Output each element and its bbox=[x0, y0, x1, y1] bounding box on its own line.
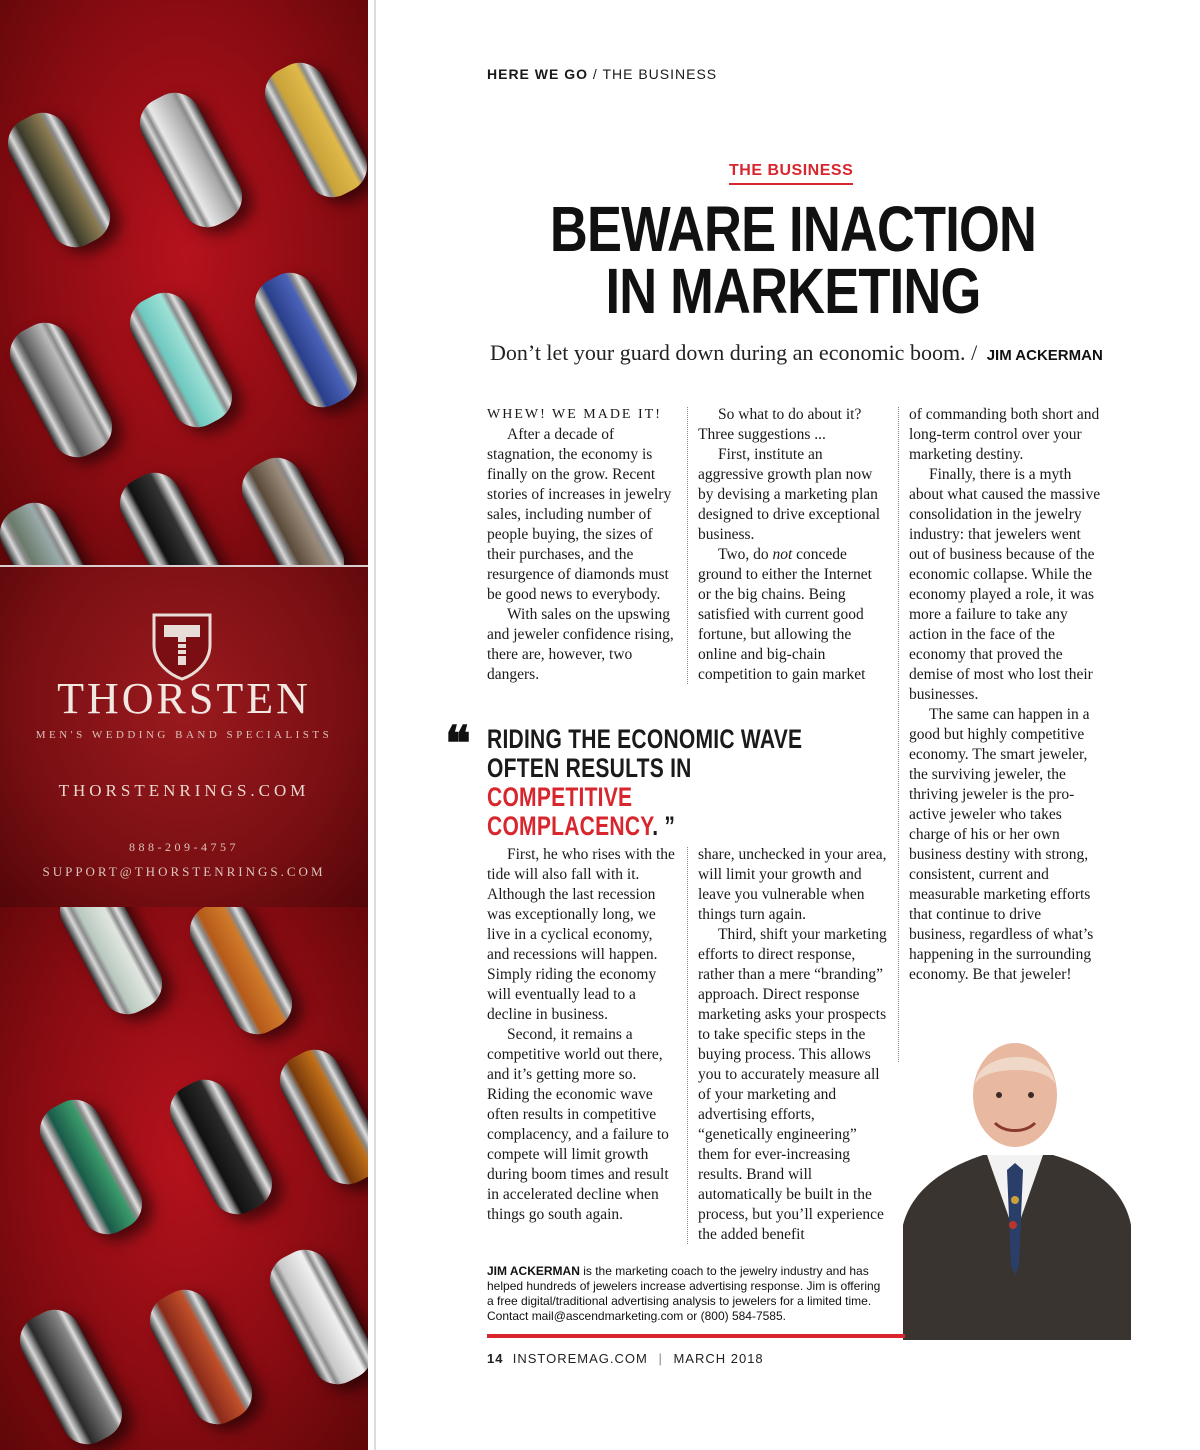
hammer-shield-logo bbox=[148, 609, 216, 681]
column-1-bottom bbox=[487, 845, 677, 1225]
bio-name: JIM ACKERMAN bbox=[487, 1264, 580, 1278]
ring-image bbox=[261, 1241, 368, 1394]
page-number: 14 bbox=[487, 1351, 504, 1366]
pull-quote-text bbox=[487, 725, 807, 841]
section-secondary: THE BUSINESS bbox=[602, 66, 718, 82]
column-2-top bbox=[698, 405, 888, 685]
column-rule bbox=[687, 407, 688, 684]
footer-separator: | bbox=[658, 1351, 663, 1366]
paragraph: Finally, there is a myth about what caused the massive consolidation in the jewelry industry: that jewelers went out of business because of the economic collapse. While the economy played a role, it was more a failure to take any action in the face of the economy that proved the demise of most who lost their businesses. bbox=[909, 466, 1101, 703]
ring-image bbox=[161, 1071, 281, 1224]
paragraph: share, unchecked in your area, will limit your growth and leave you vulnerable when things turn again. bbox=[698, 846, 887, 923]
ring-image bbox=[121, 284, 241, 437]
ring-image bbox=[233, 449, 353, 565]
headline-line-2: IN MARKETING bbox=[605, 255, 981, 327]
paragraph: First, institute an aggressive growth plan now by devising a marketing plan designed to drive exceptional business. bbox=[698, 446, 881, 543]
pull-quote-line bbox=[487, 812, 807, 841]
highlight: COMPLACENCY bbox=[487, 811, 653, 841]
bio-accent-rule bbox=[487, 1334, 905, 1338]
deck-author: JIM ACKERMAN bbox=[986, 347, 1103, 364]
paragraph: With sales on the upswing and jeweler confidence rising, there are, however, two dangers. bbox=[487, 606, 674, 683]
text-run: concede ground to either the Internet or the big chains. Being satisfied with current good fortune, but allowing the online and big-chain competition to gain market bbox=[698, 546, 872, 683]
ring-image bbox=[246, 264, 366, 417]
emphasis: not bbox=[772, 546, 793, 563]
page-footer bbox=[487, 1351, 764, 1366]
brand-email-link[interactable]: SUPPORT@THORSTENRINGS.COM bbox=[42, 864, 326, 879]
ad-rings-photo-bottom bbox=[0, 907, 368, 1450]
ring-image bbox=[51, 907, 171, 1023]
lead-in: WHEW! WE MADE IT! bbox=[487, 407, 662, 422]
pull-quote-line: RIDING THE ECONOMIC WAVE bbox=[487, 724, 803, 754]
ring-image bbox=[131, 84, 251, 237]
paragraph: First, he who rises with the tide will also fall with it. Although the last recession was exceptionally long, we live in a cyclical economy, and recessions will happen. Simply riding the economy will eventually lead to a decline in business. bbox=[487, 846, 675, 1023]
gutter-divider bbox=[374, 0, 376, 1450]
ring-image bbox=[141, 1281, 261, 1434]
paragraph bbox=[698, 545, 888, 685]
footer-date: MARCH 2018 bbox=[673, 1351, 764, 1366]
ring-image bbox=[271, 1041, 368, 1194]
ad-brand-panel bbox=[0, 565, 368, 911]
ad-rings-photo-top bbox=[0, 0, 368, 565]
deck-slash: / bbox=[971, 340, 978, 365]
section-separator: / bbox=[592, 66, 598, 82]
quote-mark-icon: ❝ bbox=[445, 718, 471, 771]
author-photo bbox=[903, 1035, 1131, 1340]
ring-image bbox=[181, 907, 301, 1043]
bio-text: is the marketing coach to the jewelry industry and has helped hundreds of jewelers increase advertising response. Jim is offering a free digital/traditional advertising analysis to jewelers for a limited time. Contact mail@ascendmarketing.com or (800) 584-7585. bbox=[487, 1264, 881, 1323]
author-bio bbox=[487, 1264, 889, 1330]
paragraph: of commanding both short and long-term control over your marketing destiny. bbox=[909, 406, 1100, 463]
brand-tagline: MEN'S WEDDING BAND SPECIALISTS bbox=[35, 729, 333, 741]
column-1-top bbox=[487, 405, 677, 685]
ring-image bbox=[111, 464, 231, 565]
text-run: . ” bbox=[652, 811, 676, 841]
ring-image bbox=[1, 314, 121, 467]
brand-website-link[interactable]: THORSTENRINGS.COM bbox=[58, 781, 310, 800]
brand-phone[interactable]: 888-209-4757 bbox=[129, 840, 239, 854]
article-deck bbox=[490, 340, 1103, 366]
deck-text: Don’t let your guard down during an economic boom. bbox=[490, 340, 966, 365]
paragraph: The same can happen in a good but highly competitive economy. The smart jeweler, the surviving jeweler, the thriving jeweler is the pro-active jeweler who takes charge of his or her own business destiny with strong, consistent, current and measurable marketing efforts that continue to drive business, regardless of what’s happening in the surrounding economy. Be that jeweler! bbox=[909, 706, 1094, 983]
ring-image bbox=[0, 104, 119, 257]
column-rule bbox=[687, 847, 688, 1244]
paragraph: Third, shift your marketing efforts to direct response, rather than a mere “branding” approach. Direct response marketing asks your prospects to take specific steps in the buying process. This allows you to accurately measure all of your marketing and advertising efforts, “genetically engineering” them for ever-increasing results. Brand will automatically be built in the process, but you’ll experience the added benefit bbox=[698, 926, 887, 1243]
paragraph: So what to do about it? Three suggestions ... bbox=[698, 406, 862, 443]
headline-line-1: BEWARE INACTION bbox=[549, 193, 1037, 265]
highlight: COMPETITIVE bbox=[487, 782, 633, 812]
paragraph: After a decade of stagnation, the economy is finally on the grow. Recent stories of increases in jewelry sales, including number of people buying, the sizes of their purchases, and the resurgence of diamonds must be good news to everybody. bbox=[487, 426, 672, 603]
column-2-bottom bbox=[698, 845, 888, 1245]
ring-image bbox=[31, 1091, 151, 1244]
pull-quote-line bbox=[487, 754, 807, 812]
column-rule bbox=[898, 407, 899, 1062]
brand-name: THORSTEN bbox=[57, 674, 311, 723]
text-run: OFTEN RESULTS IN bbox=[487, 753, 692, 783]
text-run: Two, do bbox=[718, 546, 773, 563]
article-headline bbox=[542, 193, 1044, 327]
section-primary: HERE WE GO bbox=[487, 66, 589, 82]
ring-image bbox=[0, 494, 111, 565]
article-kicker: THE BUSINESS bbox=[729, 162, 853, 185]
thorsten-advertisement[interactable] bbox=[0, 0, 368, 1450]
ring-image bbox=[256, 54, 368, 207]
paragraph: Second, it remains a competitive world out there, and it’s getting more so. Riding the economic wave often results in competitive complacency, and a failure to compete will limit growth during boom times and result in accelerated decline when things go south again. bbox=[487, 1026, 669, 1223]
column-3 bbox=[909, 405, 1101, 985]
ring-image bbox=[11, 1301, 131, 1450]
section-breadcrumb bbox=[487, 66, 717, 82]
footer-site-link[interactable]: INSTOREMAG.COM bbox=[512, 1351, 648, 1366]
